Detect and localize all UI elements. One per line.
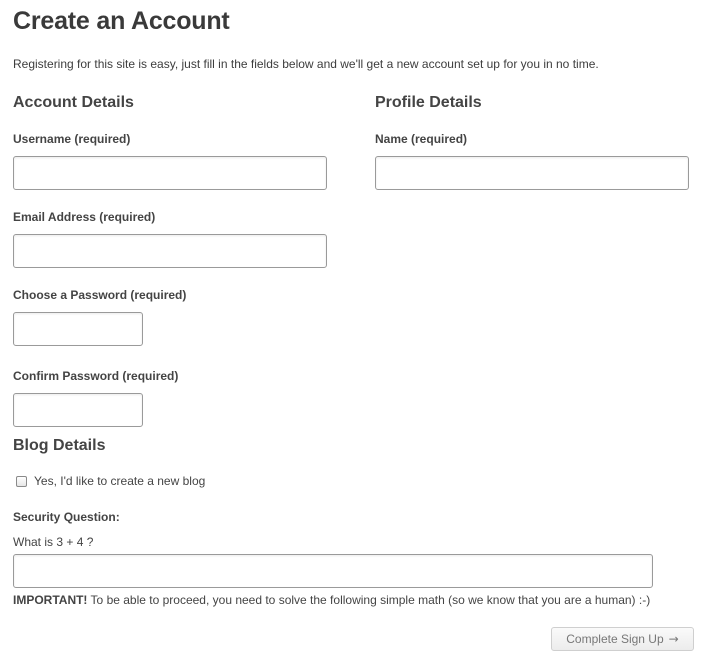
- important-note: [13, 593, 650, 607]
- confirm-password-input[interactable]: [13, 393, 143, 427]
- important-text: To be able to proceed, you need to solve the following simple math (so we know that you are a human) :-): [87, 593, 651, 607]
- name-input[interactable]: [375, 156, 689, 190]
- security-answer-input[interactable]: [13, 554, 653, 588]
- important-prefix: IMPORTANT!: [13, 593, 88, 607]
- email-input[interactable]: [13, 234, 327, 268]
- complete-signup-button[interactable]: [551, 627, 694, 651]
- arrow-right-icon: →: [668, 632, 679, 646]
- create-blog-label: Yes, I'd like to create a new blog: [34, 474, 206, 488]
- security-question-label: Security Question:: [13, 510, 120, 524]
- password-input[interactable]: [13, 312, 143, 346]
- intro-text: Registering for this site is easy, just fill in the fields below and we'll get a new account set up for you in no time.: [13, 57, 599, 71]
- account-details-heading: Account Details: [13, 94, 134, 111]
- email-label: Email Address (required): [13, 210, 156, 224]
- create-blog-checkbox[interactable]: [16, 476, 27, 487]
- complete-signup-label: Complete Sign Up: [566, 632, 664, 646]
- password-label: Choose a Password (required): [13, 288, 187, 302]
- create-blog-option[interactable]: [16, 474, 205, 488]
- confirm-password-label: Confirm Password (required): [13, 369, 179, 383]
- profile-details-heading: Profile Details: [375, 94, 482, 111]
- name-label: Name (required): [375, 132, 468, 146]
- username-input[interactable]: [13, 156, 327, 190]
- security-question-text: What is 3 + 4 ?: [13, 535, 94, 549]
- blog-details-heading: Blog Details: [13, 437, 106, 454]
- page-title: Create an Account: [13, 7, 230, 35]
- username-label: Username (required): [13, 132, 131, 146]
